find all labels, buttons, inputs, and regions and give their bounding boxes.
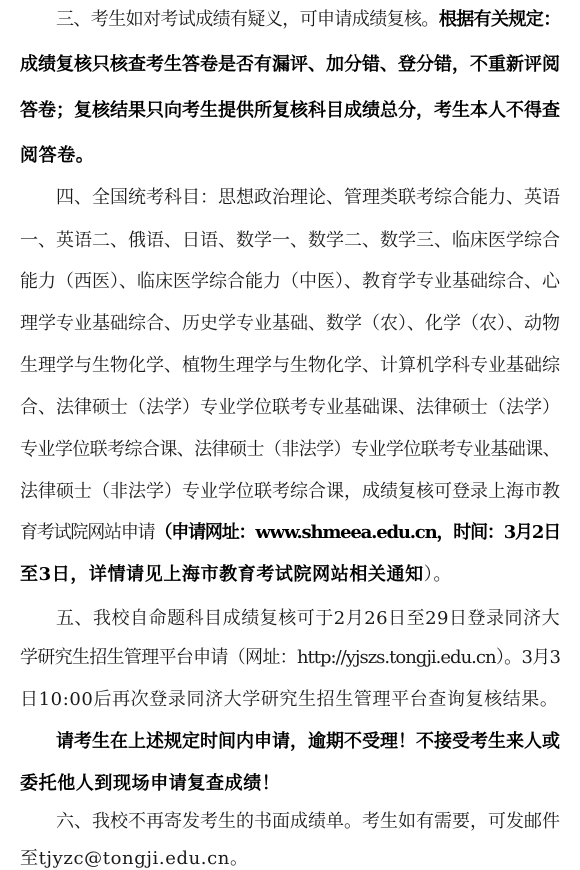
section4-apply-text: 育考试院网站申请	[20, 522, 155, 543]
section4-line7: 专业学位联考综合课、法律硕士（非法学）专业学位联考专业基础课、	[20, 439, 560, 460]
section4-line4: 理学专业基础综合、历史学专业基础、数学（农）、化学（农）、动物	[20, 313, 560, 334]
notice-line1: 请考生在上述规定时间内申请，逾期不受理！不接受考生来人或	[56, 731, 560, 752]
section5-line1: 五、我校自命题科目成绩复核可于2月26日至29日登录同济大	[56, 608, 560, 629]
section4-line1: 四、全国统考科目：思想政治理论、管理类联考综合能力、英语	[56, 187, 560, 208]
section4-closing-text: ）。	[423, 564, 452, 585]
section4-line3: 能力（西医）、临床医学综合能力（中医）、教育学专业基础综合、心	[20, 271, 560, 292]
section6-line1: 六、我校不再寄发考生的书面成绩单。考生如有需要，可发邮件	[56, 811, 560, 832]
notice-line2: 委托他人到现场申请复查成绩！	[20, 773, 281, 794]
section4-line2: 一、英语二、俄语、日语、数学一、数学二、数学三、临床医学综合	[20, 230, 560, 251]
section3-line3: 答卷；复核结果只向考生提供所复核科目成绩总分，考生本人不得查	[20, 100, 560, 121]
section5-line3: 日10:00后再次登录同济大学研究生招生管理平台查询复核结果。	[20, 689, 559, 710]
section5-line2: 学研究生招生管理平台申请（网址：http://yjszs.tongji.edu.cn）。3月3	[20, 647, 560, 668]
section4-line10	[20, 564, 560, 586]
section3-line1	[56, 9, 560, 31]
section3-bold-text: 根据有关规定：	[438, 9, 561, 30]
section4-line6: 合、法律硕士（法学）专业学位联考专业基础课、法律硕士（法学）	[20, 397, 560, 418]
section4-line5: 生理学与生物化学、植物生理学与生物化学、计算机学科专业基础综	[20, 355, 560, 376]
section4-apply-date-text: 至3日，详情请见上海市教育考试院网站相关通知	[20, 564, 424, 585]
section4-line9	[20, 522, 560, 544]
section6-line2: 至tjyzc@tongji.edu.cn。	[20, 848, 249, 869]
section3-line4: 阅答卷。	[20, 145, 95, 166]
section3-line2: 成绩复核只核查考生答卷是否有漏评、加分错、登分错，不重新评阅	[20, 54, 560, 75]
section3-text: 三、考生如对考试成绩有疑义，可申请成绩复核。	[56, 9, 439, 30]
section4-line8: 法律硕士（非法学）专业学位联考综合课，成绩复核可登录上海市教	[20, 481, 560, 502]
section4-apply-url-text: （申请网址：www.shmeea.edu.cn，时间：3月2日	[154, 522, 560, 543]
